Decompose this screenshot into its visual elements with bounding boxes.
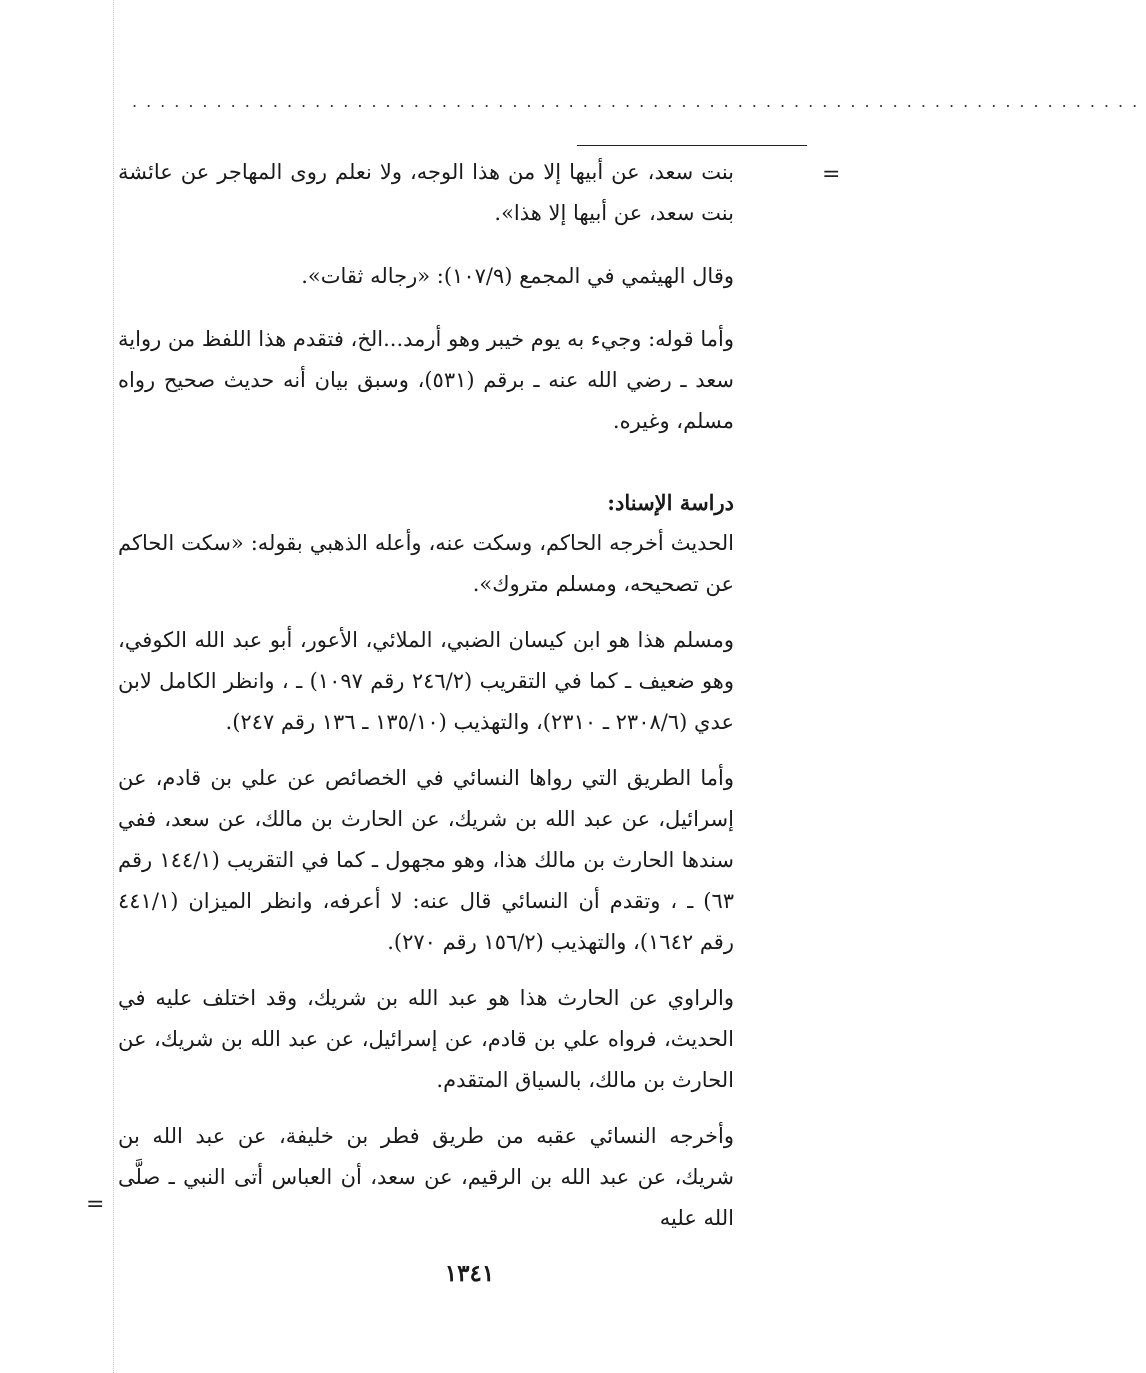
continuation-mark-top: =: [822, 162, 841, 187]
paragraph-2: وقال الهيثمي في المجمع (١٠٧/٩): «رجاله ثقات».: [301, 264, 734, 288]
paragraph-4: الحديث أخرجه الحاكم، وسكت عنه، وأعله الذهبي بقوله: «سكت الحاكم عن تصحيحه، ومسلم متروك».: [118, 531, 734, 596]
dotted-separator: ........................................................................: [132, 92, 1146, 111]
continuation-mark-bottom: =: [86, 1192, 105, 1217]
paragraph-8: وأخرجه النسائي عقبه من طريق فطر بن خليفة، عن عبد الله بن شريك، عن عبد الله بن الرقيم، عن سعد، أن العباس أتى النبي ـ صلَّى الله عليه: [118, 1124, 734, 1230]
paragraph-3: وأما قوله: وجيء به يوم خيبر وهو أرمد...الخ، فتقدم هذا اللفظ من رواية سعد ـ رضي الله عنه ـ برقم (٥٣١)، وسبق بيان أنه حديث صحيح رواه مسلم، وغيره.: [118, 327, 734, 433]
paragraph-7: والراوي عن الحارث هذا هو عبد الله بن شريك، وقد اختلف عليه في الحديث، فرواه علي بن قادم، عن إسرائيل، عن عبد الله بن شريك، عن الحارث بن مالك، بالسياق المتقدم.: [118, 986, 734, 1092]
binding-margin-line: [113, 0, 114, 1373]
page-number: ١٣٤١: [444, 1260, 495, 1287]
paragraph-6: وأما الطريق التي رواها النسائي في الخصائص عن علي بن قادم، عن إسرائيل، عن عبد الله بن شريك، عن الحارث بن مالك، عن سعد، ففي سندها الحارث بن مالك هذا، وهو مجهول ـ كما في التقريب (١٤٤/١ رقم ٦٣) ـ ، وتقدم أن النسائي قال عنه: لا أعرفه، وانظر الميزان (٤٤١/١ رقم ١٦٤٢)، والتهذيب (١٥٦/٢ رقم ٢٧٠).: [118, 766, 734, 954]
footnote-text: [118, 152, 734, 1254]
paragraph-1: بنت سعد، عن أبيها إلا من هذا الوجه، ولا نعلم روى المهاجر عن عائشة بنت سعد، عن أبيها إلا هذا».: [118, 160, 734, 225]
footnote-rule: [577, 145, 807, 146]
section-heading: دراسة الإسناد:: [607, 490, 734, 515]
paragraph-5: ومسلم هذا هو ابن كيسان الضبي، الملائي، الأعور، أبو عبد الله الكوفي، وهو ضعيف ـ كما في التقريب (٢٤٦/٢ رقم ١٠٩٧) ـ ، وانظر الكامل لابن عدي (٢٣٠٨/٦ ـ ٢٣١٠)، والتهذيب (١٣٥/١٠ ـ ١٣٦ رقم ٢٤٧).: [118, 628, 735, 734]
